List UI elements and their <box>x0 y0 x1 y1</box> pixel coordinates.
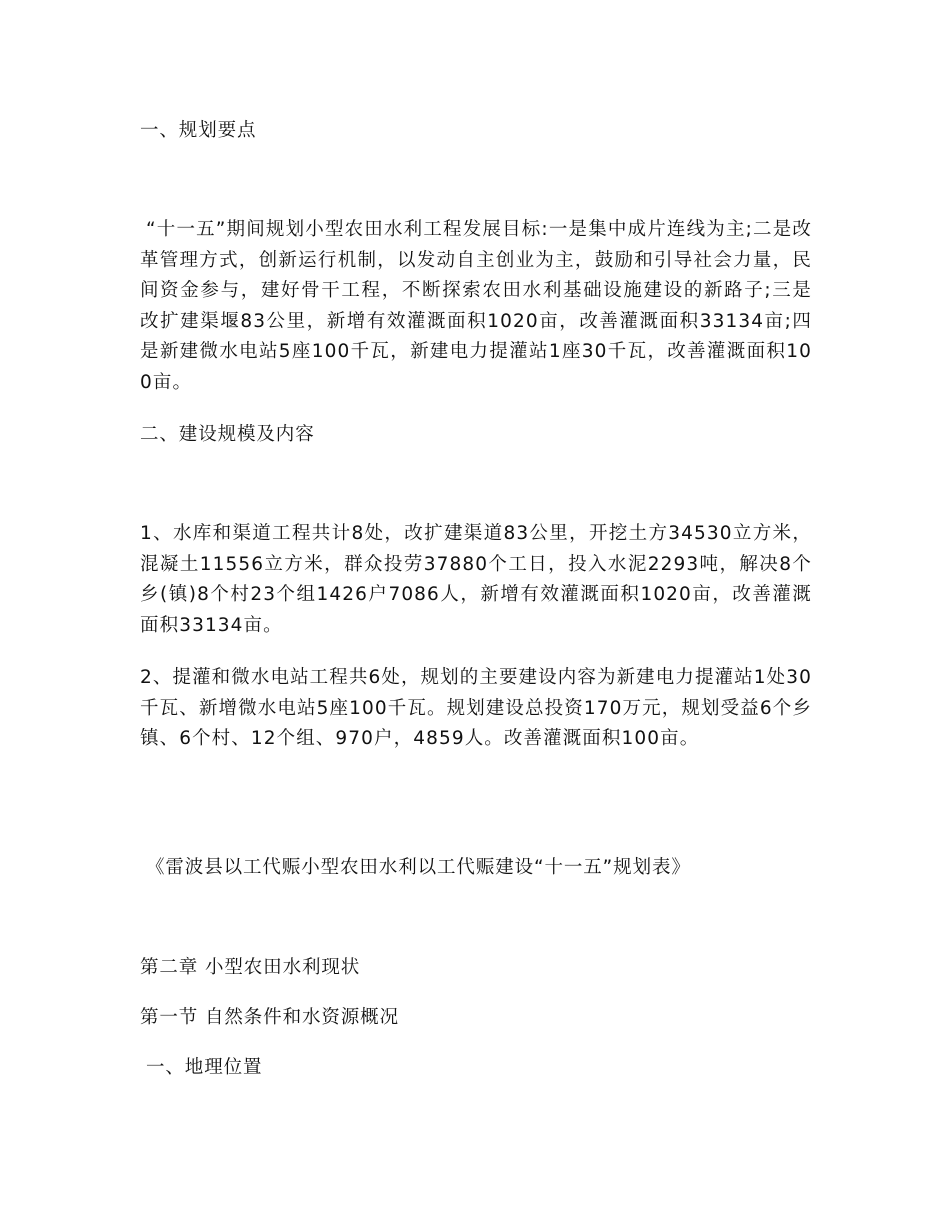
paragraph-development-goals: “十一五”期间规划小型农田水利工程发展目标:一是集中成片连线为主;二是改革管理方式，创新运行机制，以发动自主创业为主，鼓励和引导社会力量，民间资金参与，建好骨干工程，不断探索农田水利基础设施建设的新路子;三是改扩建渠堰83公里，新增有效灌溉面积1020亩，改善灌溉面积33134亩;四是新建微水电站5座100千瓦，新建电力提灌站1座30千瓦，改善灌溉面积100亩。 <box>140 219 812 393</box>
subheading-geographic-location: 一、地理位置 <box>146 1057 263 1078</box>
heading-construction-scale: 二、建设规模及内容 <box>140 424 315 445</box>
section-title: 第一节 自然条件和水资源概况 <box>140 1007 399 1028</box>
heading-planning-points: 一、规划要点 <box>140 120 257 141</box>
paragraph-irrigation-hydropower-works: 2、提灌和微水电站工程共6处，规划的主要建设内容为新建电力提灌站1处30千瓦、新增微水电站5座100千瓦。规划建设总投资170万元，规划受益6个乡镇、6个村、12个组、970户，4859人。改善灌溉面积100亩。 <box>140 667 812 749</box>
chapter-title: 第二章 小型农田水利现状 <box>140 957 361 978</box>
planning-table-reference: 《雷波县以工代赈小型农田水利以工代赈建设“十一五”规划表》 <box>146 857 691 878</box>
paragraph-reservoir-channel-works: 1、水库和渠道工程共计8处，改扩建渠道83公里，开挖土方34530立方米，混凝土11556立方米，群众投劳37880个工日，投入水泥2293吨，解决8个乡(镇)8个村23个组1426户7086人，新增有效灌溉面积1020亩，改善灌溉面积33134亩。 <box>140 523 812 636</box>
